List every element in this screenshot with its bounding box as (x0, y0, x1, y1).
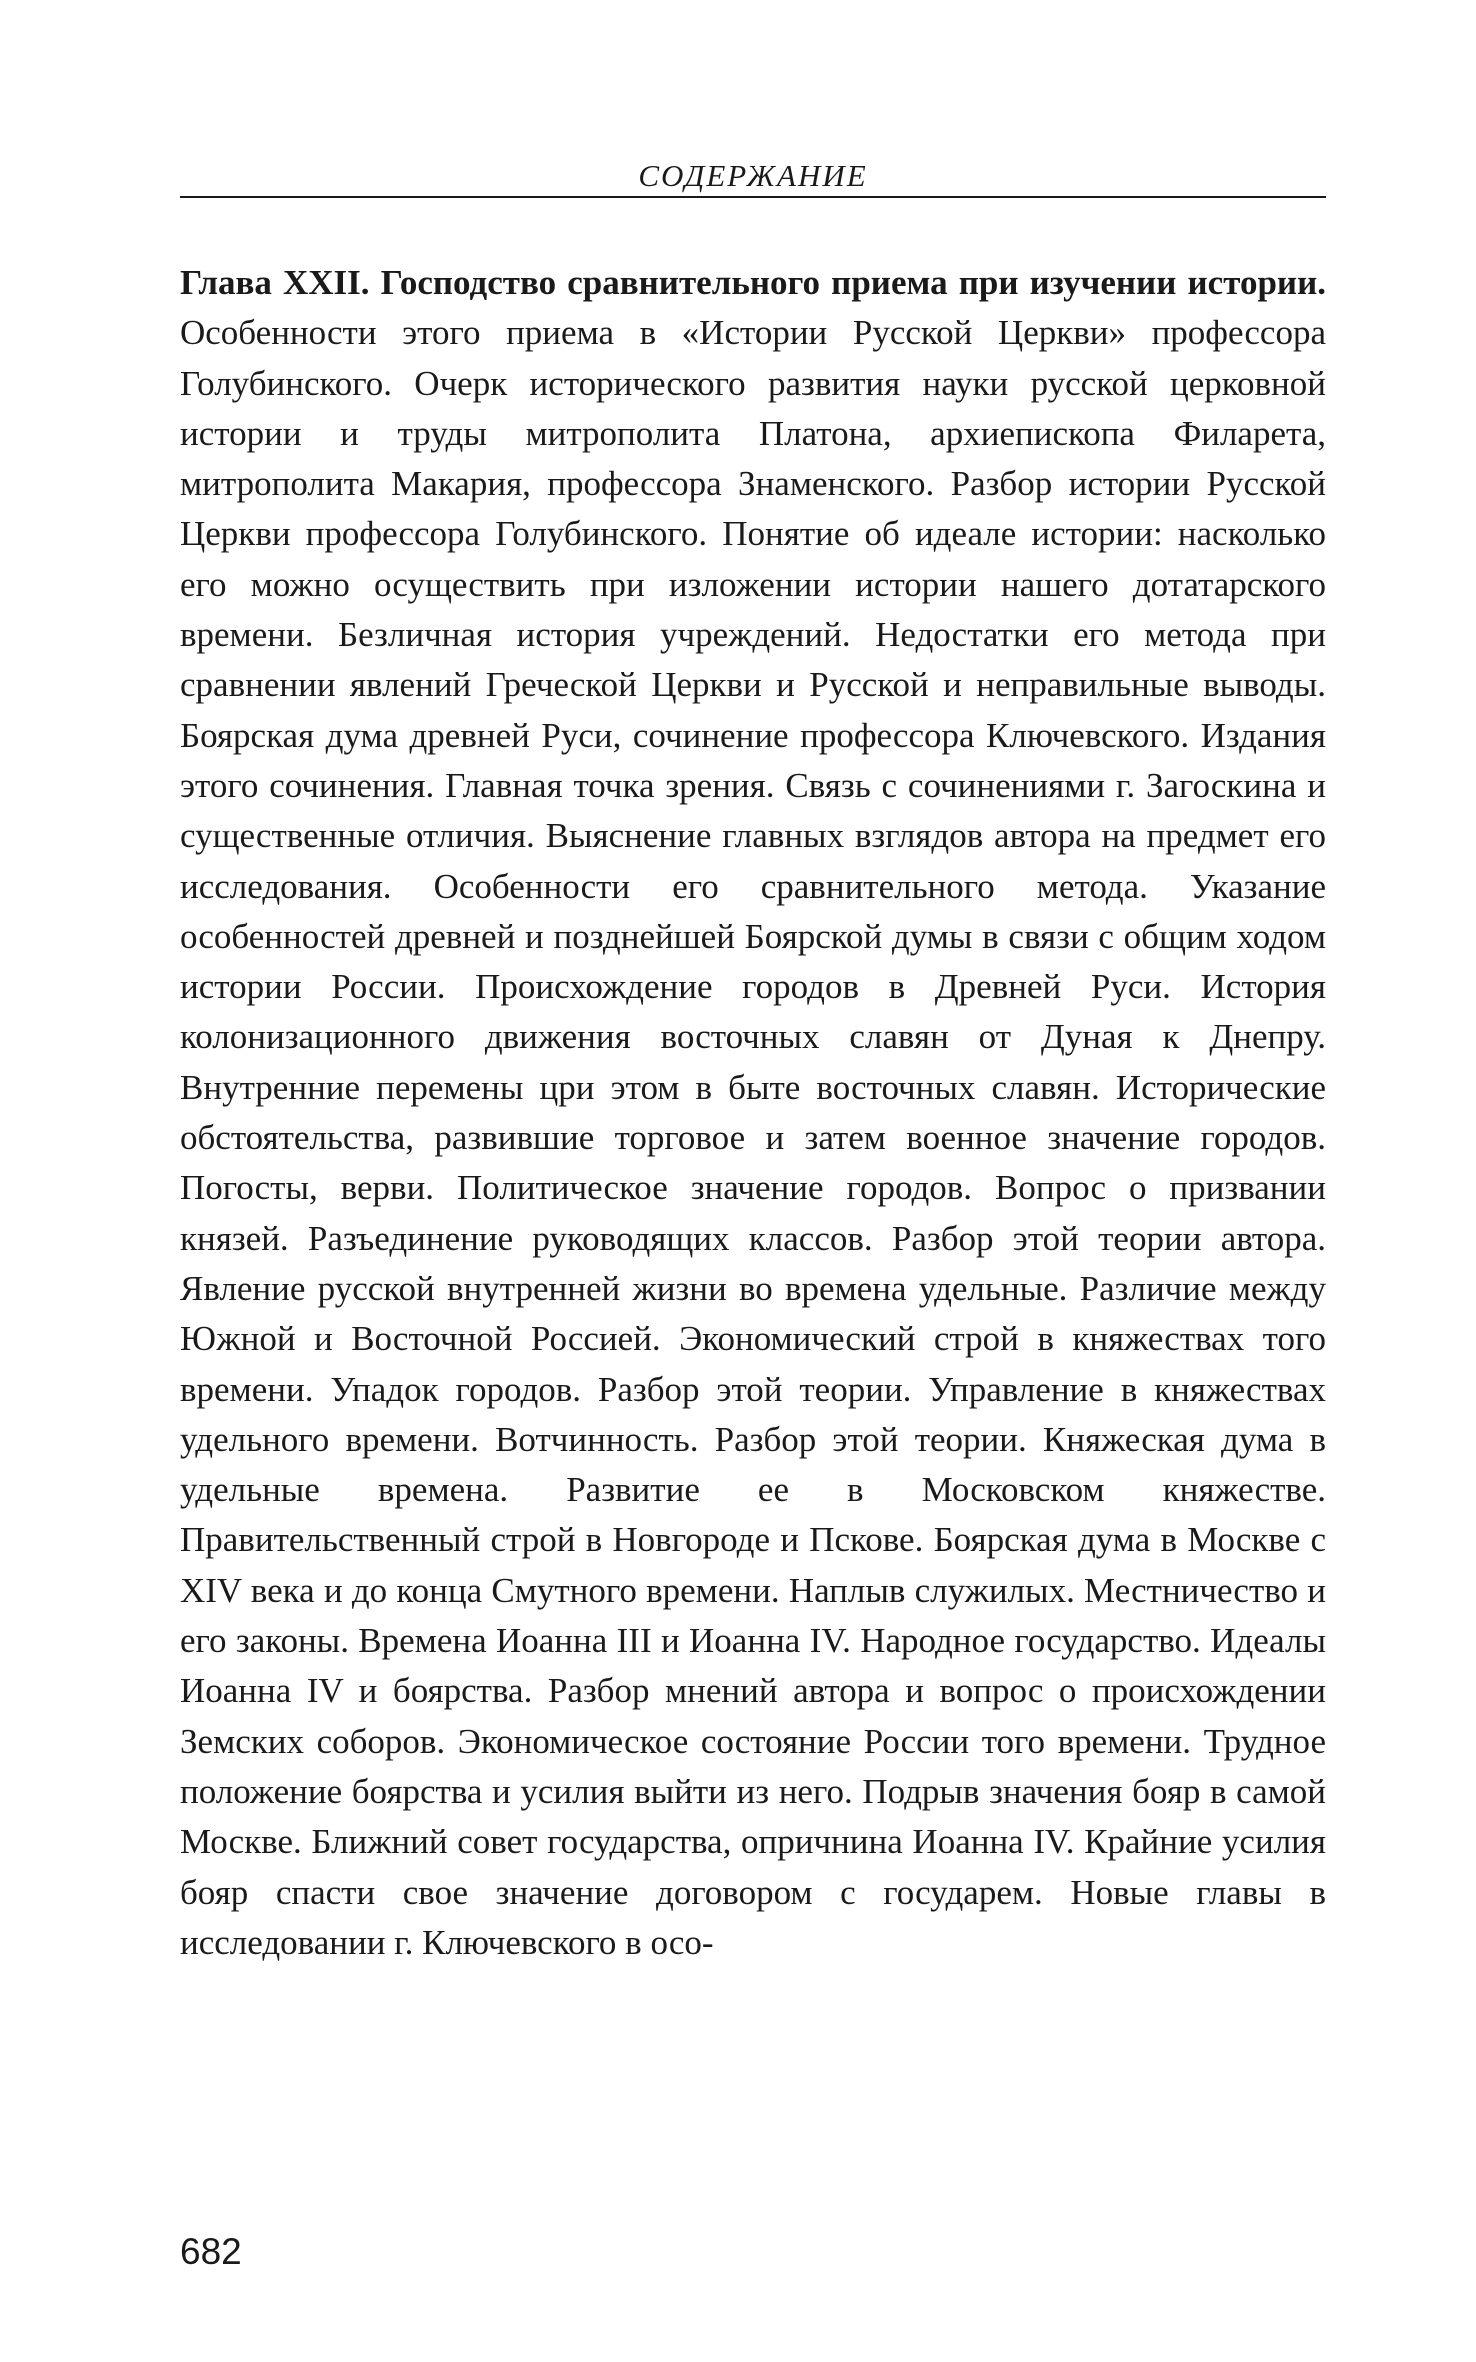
page-number: 682 (180, 2231, 242, 2272)
header-rule (180, 196, 1326, 198)
chapter-title: Глава XXII. Господство сравнительного приема при изучении истории. (180, 263, 1326, 302)
chapter-entry (180, 258, 1326, 1968)
running-head: СОДЕРЖАНИЕ (638, 158, 868, 193)
chapter-summary: Особенности этого приема в «Истории Русской Церкви» профессора Голубинского. Очерк исторического развития науки русской церковной истории и труды митрополита Платона, архиепископа Филарета, митрополита Макария, профессора Знаменского. Разбор истории Русской Церкви профессора Голубинского. Понятие об идеале истории: насколько его можно осуществить при изложении истории нашего дотатарского времени. Безличная история учреждений. Недостатки его метода при сравнении явлений Греческой Церкви и Русской и неправильные выводы. Боярская дума древней Руси, сочинение профессора Ключевского. Издания этого сочинения. Главная точка зрения. Связь с сочинениями г. Загоскина и существенные отличия. Выяснение главных взглядов автора на предмет его исследования. Особенности его сравнительного метода. Указание особенностей древней и позднейшей Боярской думы в связи с общим ходом истории России. Происхождение городов в Древней Руси. История колонизационного движения восточных славян от Дуная к Днепру. Внутренние перемены цри этом в быте восточных славян. Исторические обстоятельства, развившие торговое и затем военное значение городов. Погосты, верви. Политическое значение городов. Вопрос о призвании князей. Разъединение руководящих классов. Разбор этой теории автора. Явление русской внутренней жизни во времена удельные. Различие между Южной и Восточной Россией. Экономический строй в княжествах того времени. Упадок городов. Разбор этой теории. Управление в княжествах удельного времени. Вотчинность. Разбор этой теории. Княжеская дума в удельные времена. Развитие ее в Московском княжестве. Правительственный строй в Новгороде и Пскове. Боярская дума в Москве с XIV века и до конца Смутного времени. Наплыв служилых. Местничество и его законы. Времена Иоанна III и Иоанна IV. Народное государство. Идеалы Иоанна IV и боярства. Разбор мнений автора и вопрос о происхождении Земских соборов. Экономическое состояние России того времени. Трудное положение боярства и усилия выйти из него. Подрыв значения бояр в самой Москве. Ближний совет государства, опричнина Иоанна IV. Крайние усилия бояр спасти свое значение договором с государем. Новые главы в исследовании г. Ключевского в осо- (180, 313, 1326, 1962)
